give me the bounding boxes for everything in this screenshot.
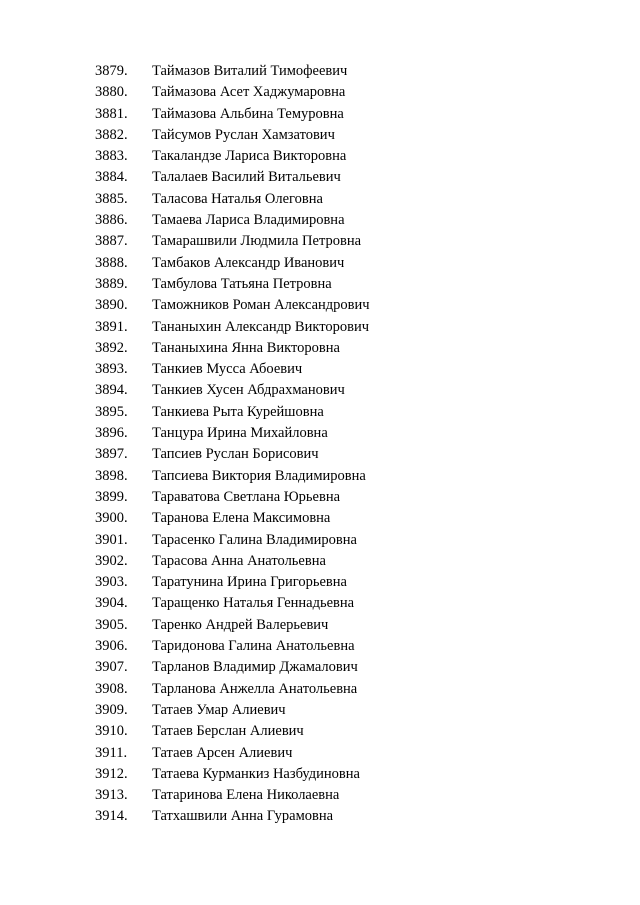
entry-name: Талалаев Василий Витальевич: [152, 169, 341, 186]
entry-name: Таласова Наталья Олеговна: [152, 190, 323, 207]
list-item: [0, 61, 640, 82]
entry-number: 3911.: [95, 744, 128, 761]
list-item: [0, 82, 640, 103]
list-item: [0, 359, 640, 380]
list-item: [0, 615, 640, 636]
entry-name: Тараватова Светлана Юрьевна: [152, 488, 341, 505]
entry-number: 3892.: [95, 339, 128, 356]
list-item: [0, 700, 640, 721]
entry-number: 3887.: [95, 233, 128, 250]
entry-number: 3882.: [95, 126, 128, 143]
entry-name: Тамаева Лариса Владимировна: [152, 212, 345, 229]
name-list: [0, 61, 640, 828]
entry-name: Тамбаков Александр Иванович: [152, 254, 345, 271]
list-item: [0, 317, 640, 338]
list-item: [0, 104, 640, 125]
entry-number: 3905.: [95, 616, 128, 633]
entry-number: 3899.: [95, 488, 128, 505]
entry-name: Таращенко Наталья Геннадьевна: [152, 595, 355, 612]
entry-number: 3906.: [95, 638, 128, 655]
entry-number: 3912.: [95, 765, 128, 782]
entry-name: Танкиев Мусса Абоевич: [152, 361, 303, 378]
entry-number: 3914.: [95, 808, 128, 825]
list-item: [0, 338, 640, 359]
list-item: [0, 530, 640, 551]
entry-name: Таймазова Асет Хаджумаровна: [152, 84, 346, 101]
entry-number: 3904.: [95, 595, 128, 612]
entry-name: Танцура Ирина Михайловна: [152, 425, 328, 442]
entry-name: Тамарашвили Людмила Петровна: [152, 233, 362, 250]
entry-number: 3893.: [95, 361, 128, 378]
list-item: [0, 210, 640, 231]
list-item: [0, 508, 640, 529]
entry-name: Тарасова Анна Анатольевна: [152, 552, 326, 569]
entry-name: Татаева Курманкиз Назбудиновна: [152, 765, 360, 782]
entry-name: Тананыхина Янна Викторовна: [152, 339, 340, 356]
entry-number: 3910.: [95, 723, 128, 740]
entry-number: 3902.: [95, 552, 128, 569]
list-item: [0, 743, 640, 764]
list-item: [0, 721, 640, 742]
entry-number: 3881.: [95, 105, 128, 122]
entry-number: 3907.: [95, 659, 128, 676]
entry-name: Таренко Андрей Валерьевич: [152, 616, 329, 633]
entry-name: Татаев Арсен Алиевич: [152, 744, 293, 761]
entry-name: Таратунина Ирина Григорьевна: [152, 574, 347, 591]
entry-number: 3903.: [95, 574, 128, 591]
list-item: [0, 423, 640, 444]
list-item: [0, 444, 640, 465]
list-item: [0, 274, 640, 295]
entry-number: 3913.: [95, 787, 128, 804]
list-item: [0, 253, 640, 274]
entry-name: Таридонова Галина Анатольевна: [152, 638, 355, 655]
list-item: [0, 231, 640, 252]
entry-number: 3885.: [95, 190, 128, 207]
list-item: [0, 572, 640, 593]
list-item: [0, 466, 640, 487]
entry-number: 3896.: [95, 425, 128, 442]
entry-name: Танкиева Рыта Курейшовна: [152, 403, 324, 420]
entry-name: Тапсиев Руслан Борисович: [152, 446, 319, 463]
entry-number: 3889.: [95, 275, 128, 292]
entry-number: 3890.: [95, 297, 128, 314]
list-item: [0, 657, 640, 678]
list-item: [0, 764, 640, 785]
list-item: [0, 551, 640, 572]
entry-name: Тайсумов Руслан Хамзатович: [152, 126, 335, 143]
entry-name: Татаев Умар Алиевич: [152, 701, 286, 718]
entry-name: Таймазов Виталий Тимофеевич: [152, 63, 348, 79]
entry-number: 3898.: [95, 467, 128, 484]
entry-number: 3908.: [95, 680, 128, 697]
entry-name: Такаландзе Лариса Викторовна: [152, 148, 347, 165]
entry-number: 3900.: [95, 510, 128, 527]
entry-name: Таранова Елена Максимовна: [152, 510, 331, 527]
entry-number: 3901.: [95, 531, 128, 548]
list-item: [0, 402, 640, 423]
list-item: [0, 295, 640, 316]
entry-name: Тананыхин Александр Викторович: [152, 318, 369, 335]
entry-name: Татаринова Елена Николаевна: [152, 787, 340, 804]
list-item: [0, 806, 640, 827]
entry-name: Тарланова Анжелла Анатольевна: [152, 680, 358, 697]
entry-name: Татхашвили Анна Гурамовна: [152, 808, 334, 825]
entry-number: 3891.: [95, 318, 128, 335]
entry-name: Таймазова Альбина Темуровна: [152, 105, 344, 122]
entry-number: 3883.: [95, 148, 128, 165]
list-item: [0, 189, 640, 210]
entry-name: Тамбулова Татьяна Петровна: [152, 275, 332, 292]
entry-name: Тарасенко Галина Владимировна: [152, 531, 357, 548]
entry-number: 3909.: [95, 701, 128, 718]
entry-name: Татаев Берслан Алиевич: [152, 723, 304, 740]
list-item: [0, 636, 640, 657]
list-item: [0, 679, 640, 700]
entry-name: Таможников Роман Александрович: [152, 297, 370, 314]
list-item: [0, 487, 640, 508]
entry-name: Тарланов Владимир Джамалович: [152, 659, 358, 676]
entry-number: 3897.: [95, 446, 128, 463]
list-item: [0, 593, 640, 614]
list-item: [0, 380, 640, 401]
list-item: [0, 785, 640, 806]
entry-number: 3879.: [95, 63, 128, 79]
entry-number: 3880.: [95, 84, 128, 101]
entry-number: 3894.: [95, 382, 128, 399]
list-item: [0, 146, 640, 167]
list-item: [0, 125, 640, 146]
entry-number: 3884.: [95, 169, 128, 186]
entry-number: 3895.: [95, 403, 128, 420]
list-item: [0, 167, 640, 188]
entry-number: 3886.: [95, 212, 128, 229]
entry-name: Танкиев Хусен Абдрахманович: [152, 382, 345, 399]
entry-name: Тапсиева Виктория Владимировна: [152, 467, 366, 484]
entry-number: 3888.: [95, 254, 128, 271]
